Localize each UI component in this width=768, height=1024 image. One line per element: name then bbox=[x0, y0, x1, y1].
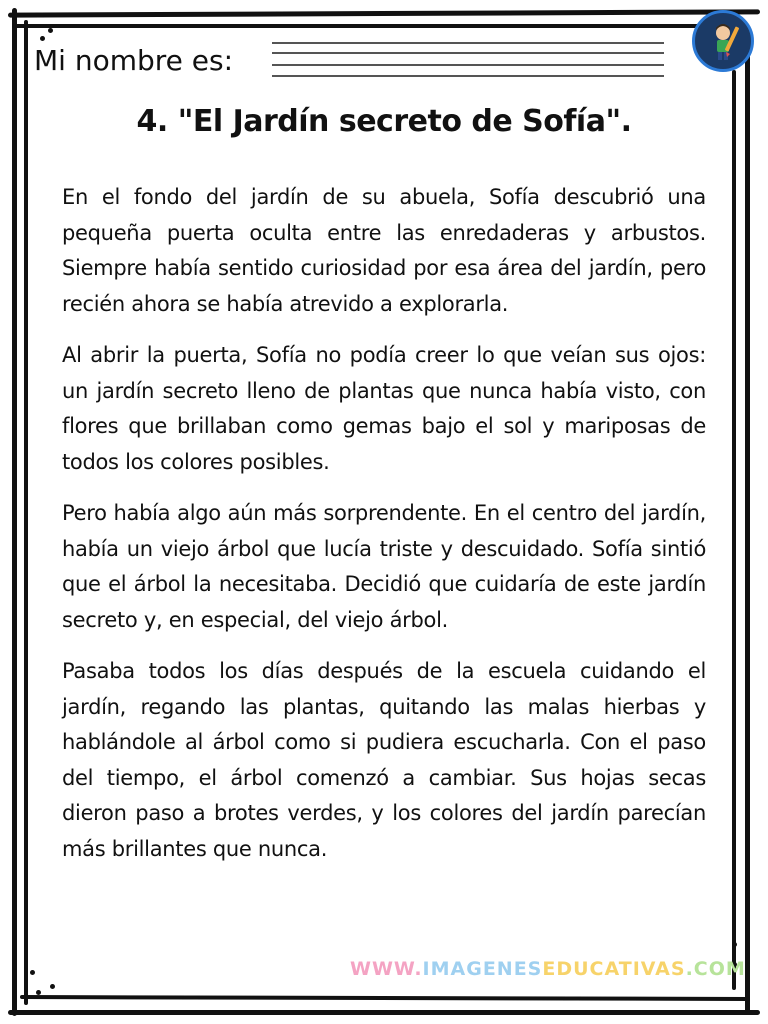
frame-line bbox=[8, 9, 760, 17]
frame-line bbox=[8, 1010, 760, 1015]
frame-line bbox=[12, 8, 17, 1016]
logo-graphic bbox=[700, 18, 746, 64]
writing-line bbox=[272, 75, 664, 77]
story-body bbox=[62, 180, 706, 883]
story-paragraph: Al abrir la puerta, Sofía no podía creer lo que veían sus ojos: un jardín secreto lleno de plantas que nunca había visto, con flores que brillaban como gemas bajo el sol y mariposas de todos los colores posibles. bbox=[62, 343, 706, 474]
name-label: Mi nombre es: bbox=[34, 44, 234, 77]
frame-line bbox=[24, 20, 28, 1005]
frame-line bbox=[14, 24, 714, 28]
frame-line bbox=[20, 995, 750, 1001]
writing-line bbox=[272, 42, 664, 44]
frame-dot bbox=[40, 36, 45, 41]
story-title: 4. "El Jardín secreto de Sofía". bbox=[136, 104, 632, 139]
watermark-part: .COM bbox=[685, 958, 746, 980]
story-paragraph: Pero había algo aún más sorprendente. En el centro del jardín, había un viejo árbol que lucía triste y descuidado. Sofía sintió que el árbol la necesitaba. Decidió que cuidaría de este jardín secreto y, en especial, del viejo árbol. bbox=[62, 501, 706, 632]
watermark-url bbox=[350, 958, 746, 984]
frame-dot bbox=[30, 970, 35, 975]
name-row bbox=[34, 44, 233, 77]
frame-dot bbox=[36, 990, 41, 995]
watermark-part: EDUCATIVAS bbox=[542, 958, 686, 980]
writing-line bbox=[272, 64, 664, 66]
story-paragraph: Pasaba todos los días después de la escuela cuidando el jardín, regando las plantas, quitando las malas hierbas y hablándole al árbol como si pudiera escucharla. Con el paso del tiempo, el árbol comenzó a cambiar. Sus hojas secas dieron paso a brotes verdes, y los colores del jardín parecían más brillantes que nunca. bbox=[62, 659, 706, 861]
watermark-part: WWW. bbox=[350, 958, 423, 980]
frame-line bbox=[732, 70, 736, 990]
frame-dot bbox=[50, 984, 55, 989]
story-paragraph: En el fondo del jardín de su abuela, Sofía descubrió una pequeña puerta oculta entre las enredaderas y arbustos. Siempre había sentido curiosidad por esa área del jardín, pero recién ahora se había atrevido a explorarla. bbox=[62, 185, 706, 316]
frame-dot bbox=[48, 28, 53, 33]
boy-with-pencil-icon bbox=[692, 10, 754, 72]
name-writing-lines[interactable] bbox=[272, 40, 664, 78]
frame-dot bbox=[732, 942, 737, 947]
frame-line bbox=[745, 40, 750, 1015]
watermark-part: IMAGENES bbox=[422, 958, 543, 980]
writing-line bbox=[272, 52, 664, 54]
